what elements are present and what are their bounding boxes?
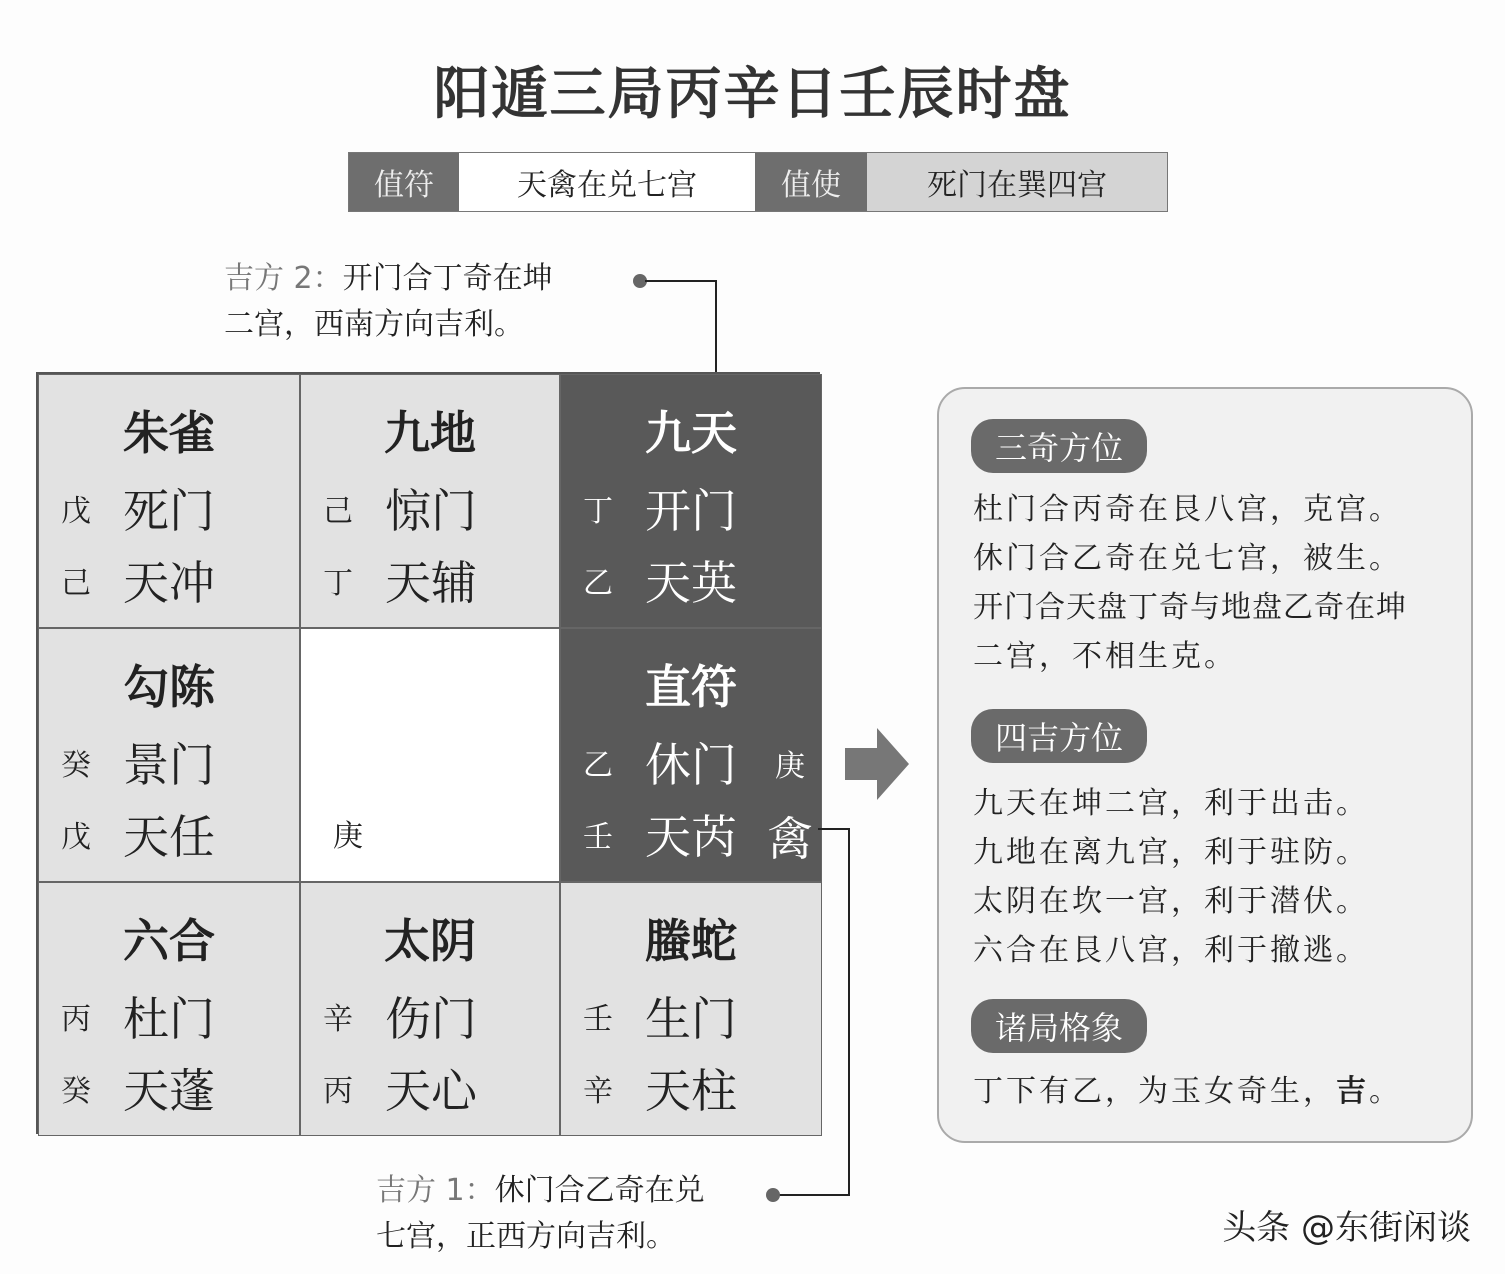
section-body-sanqi (973, 485, 1407, 681)
stem: 辛 (583, 1074, 613, 1109)
callout-line (778, 1194, 850, 1196)
door: 惊门 (385, 484, 477, 538)
zhifu-label: 值符 (349, 153, 459, 211)
stem: 戊 (61, 494, 91, 529)
door: 伤门 (385, 992, 477, 1046)
star: 天柱 (645, 1064, 737, 1118)
text-line: 六合在艮八宫，利于撤逃。 (973, 933, 1369, 968)
door: 景门 (123, 738, 215, 792)
stem: 壬 (583, 1002, 613, 1037)
verdict: 吉 (1336, 1074, 1369, 1109)
note-line: 休门合乙奇在兑 (494, 1173, 705, 1208)
stem: 丁 (583, 494, 613, 529)
palace-xun (38, 374, 300, 628)
star: 天冲 (123, 556, 215, 610)
door: 休门 (645, 738, 737, 792)
text-line: 九天在坤二宫，利于出击。 (973, 786, 1369, 821)
zhishi-value: 死门在巽四宫 (867, 153, 1167, 211)
star: 天心 (385, 1064, 477, 1118)
star: 天芮 (645, 810, 737, 864)
stem: 乙 (583, 566, 613, 601)
palace-zhen (38, 628, 300, 882)
door: 生门 (645, 992, 737, 1046)
watermark: 头条 @东街闲谈 (1222, 1208, 1471, 1248)
zhifu-value: 天禽在兑七宫 (459, 153, 755, 211)
door: 开门 (645, 484, 737, 538)
palace-gen (38, 882, 300, 1136)
info-bar (348, 152, 1168, 212)
text-line: 开门合天盘丁奇与地盘乙奇在坤 (973, 590, 1407, 625)
section-body-geju (973, 1067, 1402, 1116)
star: 天任 (123, 810, 215, 864)
god-name: 六合 (123, 914, 215, 968)
section-body-siji (973, 779, 1369, 975)
stem: 壬 (583, 820, 613, 855)
god-name: 太阴 (384, 914, 476, 968)
door: 杜门 (123, 992, 215, 1046)
text-line: 九地在离九宫，利于驻防。 (973, 835, 1369, 870)
stem: 己 (61, 566, 91, 601)
stem: 丙 (61, 1002, 91, 1037)
note-lucky-1 (376, 1168, 705, 1260)
god-name: 九天 (645, 406, 737, 460)
palace-dui (560, 628, 822, 882)
text-line: 二宫，不相生克。 (973, 639, 1237, 674)
zhishi-label: 值使 (755, 153, 867, 211)
note-line: 二宫，西南方向吉利。 (224, 307, 524, 342)
star: 天蓬 (123, 1064, 215, 1118)
star: 天英 (645, 556, 737, 610)
note-line: 七宫，正西方向吉利。 (376, 1219, 676, 1254)
section-title-sanqi: 三奇方位 (971, 419, 1147, 473)
palace-kan (300, 882, 560, 1136)
palace-center (300, 628, 560, 882)
note-lucky-2 (224, 256, 553, 348)
text-line: 太阴在坎一宫，利于潜伏。 (973, 884, 1369, 919)
arrow-right-icon (845, 728, 911, 800)
palace-qian (560, 882, 822, 1136)
text-line: 丁下有乙，为玉女奇生， (973, 1074, 1336, 1109)
stem: 丁 (323, 566, 353, 601)
stem: 辛 (323, 1002, 353, 1037)
note-line: 开门合丁奇在坤 (342, 261, 553, 296)
callout-line (818, 828, 850, 830)
callout-line (645, 280, 717, 282)
text-end: 。 (1369, 1074, 1402, 1109)
stem: 癸 (61, 748, 91, 783)
analysis-panel (937, 387, 1473, 1143)
god-name: 九地 (384, 406, 476, 460)
palace-li (300, 374, 560, 628)
palace-grid (36, 372, 820, 1134)
section-title-geju: 诸局格象 (971, 999, 1147, 1053)
callout-line (848, 828, 850, 1196)
stem: 乙 (583, 748, 613, 783)
text-line: 休门合乙奇在兑七宫，被生。 (973, 541, 1402, 576)
callout-line (715, 280, 717, 376)
star: 天辅 (385, 556, 477, 610)
text-line: 杜门合丙奇在艮八宫，克宫。 (973, 492, 1402, 527)
callout-dot (766, 1188, 780, 1202)
god-name: 朱雀 (123, 406, 215, 460)
section-title-siji: 四吉方位 (971, 709, 1147, 763)
extra-stem: 庚 (775, 749, 805, 784)
stem: 癸 (61, 1074, 91, 1109)
center-stem: 庚 (333, 819, 363, 854)
stem: 戊 (61, 820, 91, 855)
chart-title: 阳遁三局丙辛日壬辰时盘 (433, 62, 1072, 127)
god-name: 直符 (645, 660, 737, 714)
door: 死门 (123, 484, 215, 538)
stem: 丙 (323, 1074, 353, 1109)
extra-star: 禽 (767, 812, 813, 866)
note-label: 吉方 2： (224, 261, 343, 296)
god-name: 螣蛇 (645, 914, 737, 968)
note-label: 吉方 1： (376, 1173, 495, 1208)
palace-kun (560, 374, 822, 628)
stem: 己 (323, 494, 353, 529)
god-name: 勾陈 (123, 660, 215, 714)
